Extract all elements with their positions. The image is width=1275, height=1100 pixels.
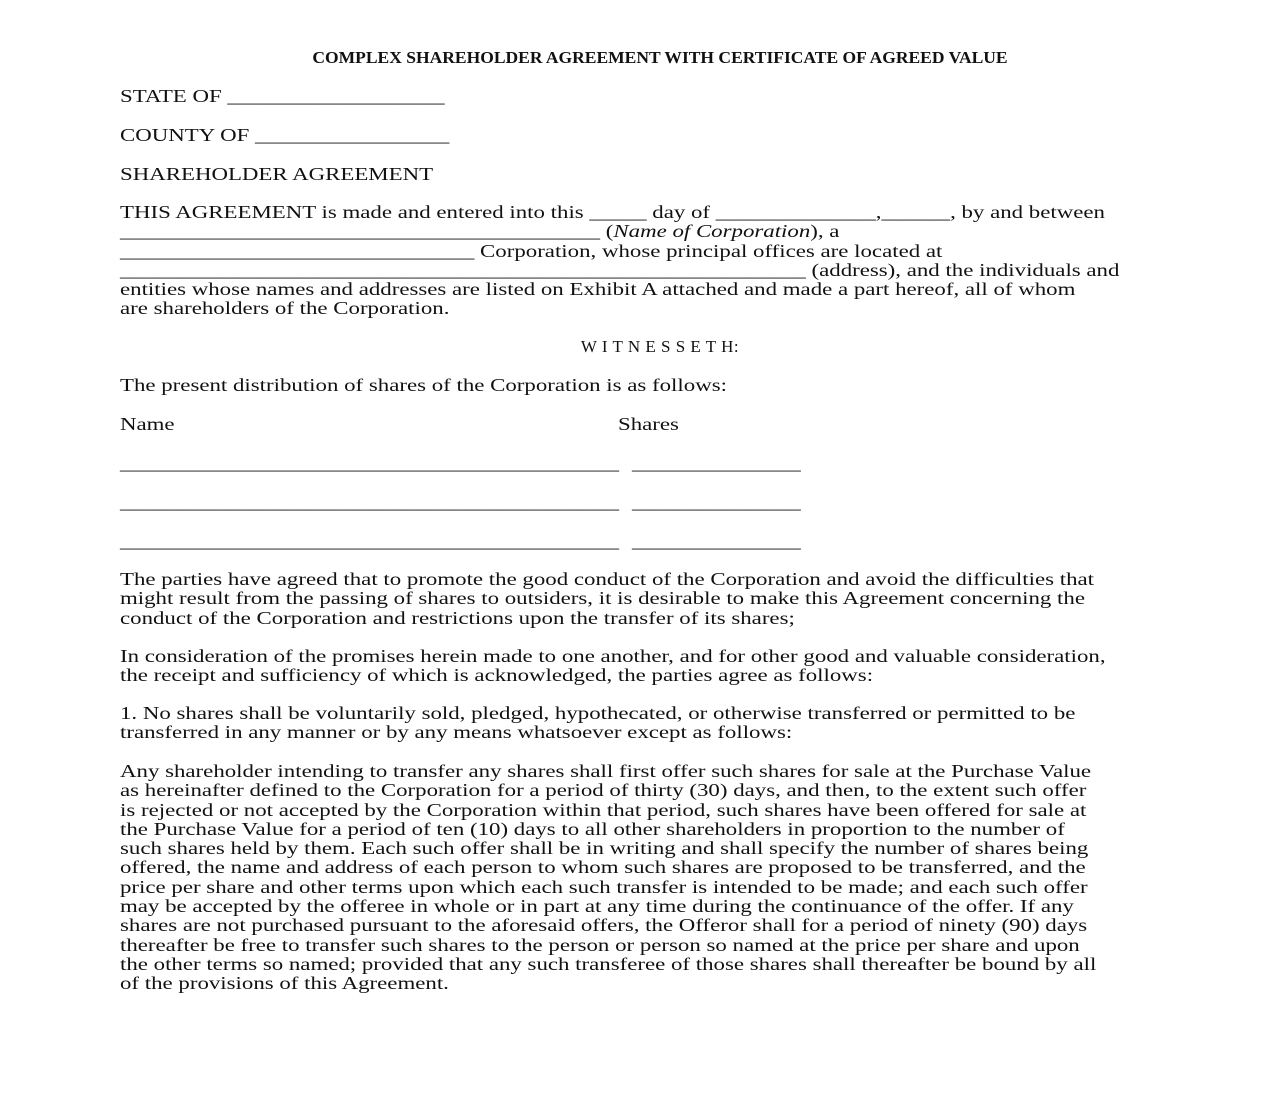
- table-row: [120, 531, 619, 551]
- text-line: are shareholders of the Corporation.: [120, 298, 450, 319]
- table-row: [632, 531, 801, 551]
- intro-paragraph: [120, 202, 1120, 319]
- text-line: conduct of the Corporation and restrictions upon the transfer of its shares;: [120, 607, 795, 628]
- name-header: Name: [120, 414, 175, 434]
- text-line: the other terms so named; provided that any such transferee of those shares shall thereafter be bound by all: [120, 953, 1097, 974]
- text-line: 1. No shares shall be voluntarily sold, pledged, hypothecated, or otherwise transferred or permitted to be: [120, 703, 1076, 723]
- distribution-intro: [120, 375, 727, 395]
- text-line: offered, the name and address of each person to whom such shares are proposed to be transferred, and the: [120, 857, 1086, 878]
- distribution-intro-text: The present distribution of shares of the Corporation is as follows:: [120, 375, 727, 395]
- text-line: price per share and other terms upon which each such transfer is intended to be made; and each such offer: [120, 876, 1088, 897]
- text-line: the receipt and sufficiency of which is acknowledged, the parties agree as follows:: [120, 665, 874, 686]
- corporation-name-label: Name of Corporation: [613, 221, 811, 242]
- consideration-paragraph: [120, 646, 1106, 686]
- text-line: ____________________________________________________________ (address), and the individuals and: [120, 259, 1120, 280]
- county-of-line: [120, 125, 450, 145]
- heading-text: SHAREHOLDER AGREEMENT: [120, 164, 434, 184]
- state-of-line: [120, 86, 445, 106]
- county-of-text: COUNTY OF _________________: [120, 125, 450, 145]
- text-line: as hereinafter defined to the Corporation for a period of thirty (30) days, and then, to the extent such offer: [120, 780, 1087, 801]
- text-line: thereafter be free to transfer such shares to the person or person so named at the price per share and upon: [120, 934, 1080, 955]
- text-line: In consideration of the promises herein made to one another, and for other good and valuable consideration,: [120, 646, 1106, 666]
- shares-header: Shares: [618, 414, 679, 434]
- shares-blank: _______________: [632, 492, 801, 512]
- table-row: [120, 492, 619, 512]
- text-line: shares are not purchased pursuant to the aforesaid offers, the Offeror shall for a period of ninety (90) days: [120, 915, 1088, 936]
- text-line: The parties have agreed that to promote the good conduct of the Corporation and avoid the difficulties that: [120, 569, 1095, 589]
- witnesseth-heading: [0, 337, 1275, 356]
- text-line: might result from the passing of shares to outsiders, it is desirable to make this Agreement concerning the: [120, 588, 1086, 609]
- text-line: THIS AGREEMENT is made and entered into this _____ day of ______________,______, by and between: [120, 202, 1105, 222]
- text-line: of the provisions of this Agreement.: [120, 973, 449, 994]
- text-line: transferred in any manner or by any means whatsoever except as follows:: [120, 722, 793, 743]
- name-blank: __________________________________________: [120, 492, 619, 512]
- parties-paragraph: [120, 569, 1095, 628]
- witnesseth-text: W I T N E S S E T H:: [580, 337, 740, 356]
- text-line: the Purchase Value for a period of ten (10) days to all other shareholders in proportion to the number of: [120, 818, 1065, 839]
- section-heading: [120, 164, 434, 184]
- text-line: Any shareholder intending to transfer any shares shall first offer such shares for sale at the Purchase Value: [120, 761, 1092, 781]
- text-line: may be accepted by the offeree in whole or in part at any time during the continuance of the offer. If any: [120, 896, 1074, 917]
- table-header-shares: [618, 414, 679, 434]
- text-line: _______________________________ Corporation, whose principal offices are located at: [120, 240, 943, 261]
- table-header-name: [120, 414, 175, 434]
- table-row: [120, 453, 619, 473]
- state-of-text: STATE OF ___________________: [120, 86, 445, 106]
- shares-blank: _______________: [632, 453, 801, 473]
- document-title: COMPLEX SHAREHOLDER AGREEMENT WITH CERTIFICATE OF AGREED VALUE: [312, 48, 1008, 67]
- table-row: [632, 492, 801, 512]
- shares-blank: _______________: [632, 531, 801, 551]
- text-line: such shares held by them. Each such offer shall be in writing and shall specify the number of shares being: [120, 838, 1089, 859]
- table-row: [632, 453, 801, 473]
- text-line: is rejected or not accepted by the Corporation within that period, such shares have been offered for sale at: [120, 799, 1087, 820]
- clause-1: [120, 703, 1076, 743]
- name-blank: __________________________________________: [120, 453, 619, 473]
- text-line: __________________________________________ (Name of Corporation), a: [120, 221, 840, 242]
- transfer-paragraph: [120, 761, 1097, 994]
- name-blank: __________________________________________: [120, 531, 619, 551]
- text-line: entities whose names and addresses are listed on Exhibit A attached and made a part hereof, all of whom: [120, 279, 1076, 300]
